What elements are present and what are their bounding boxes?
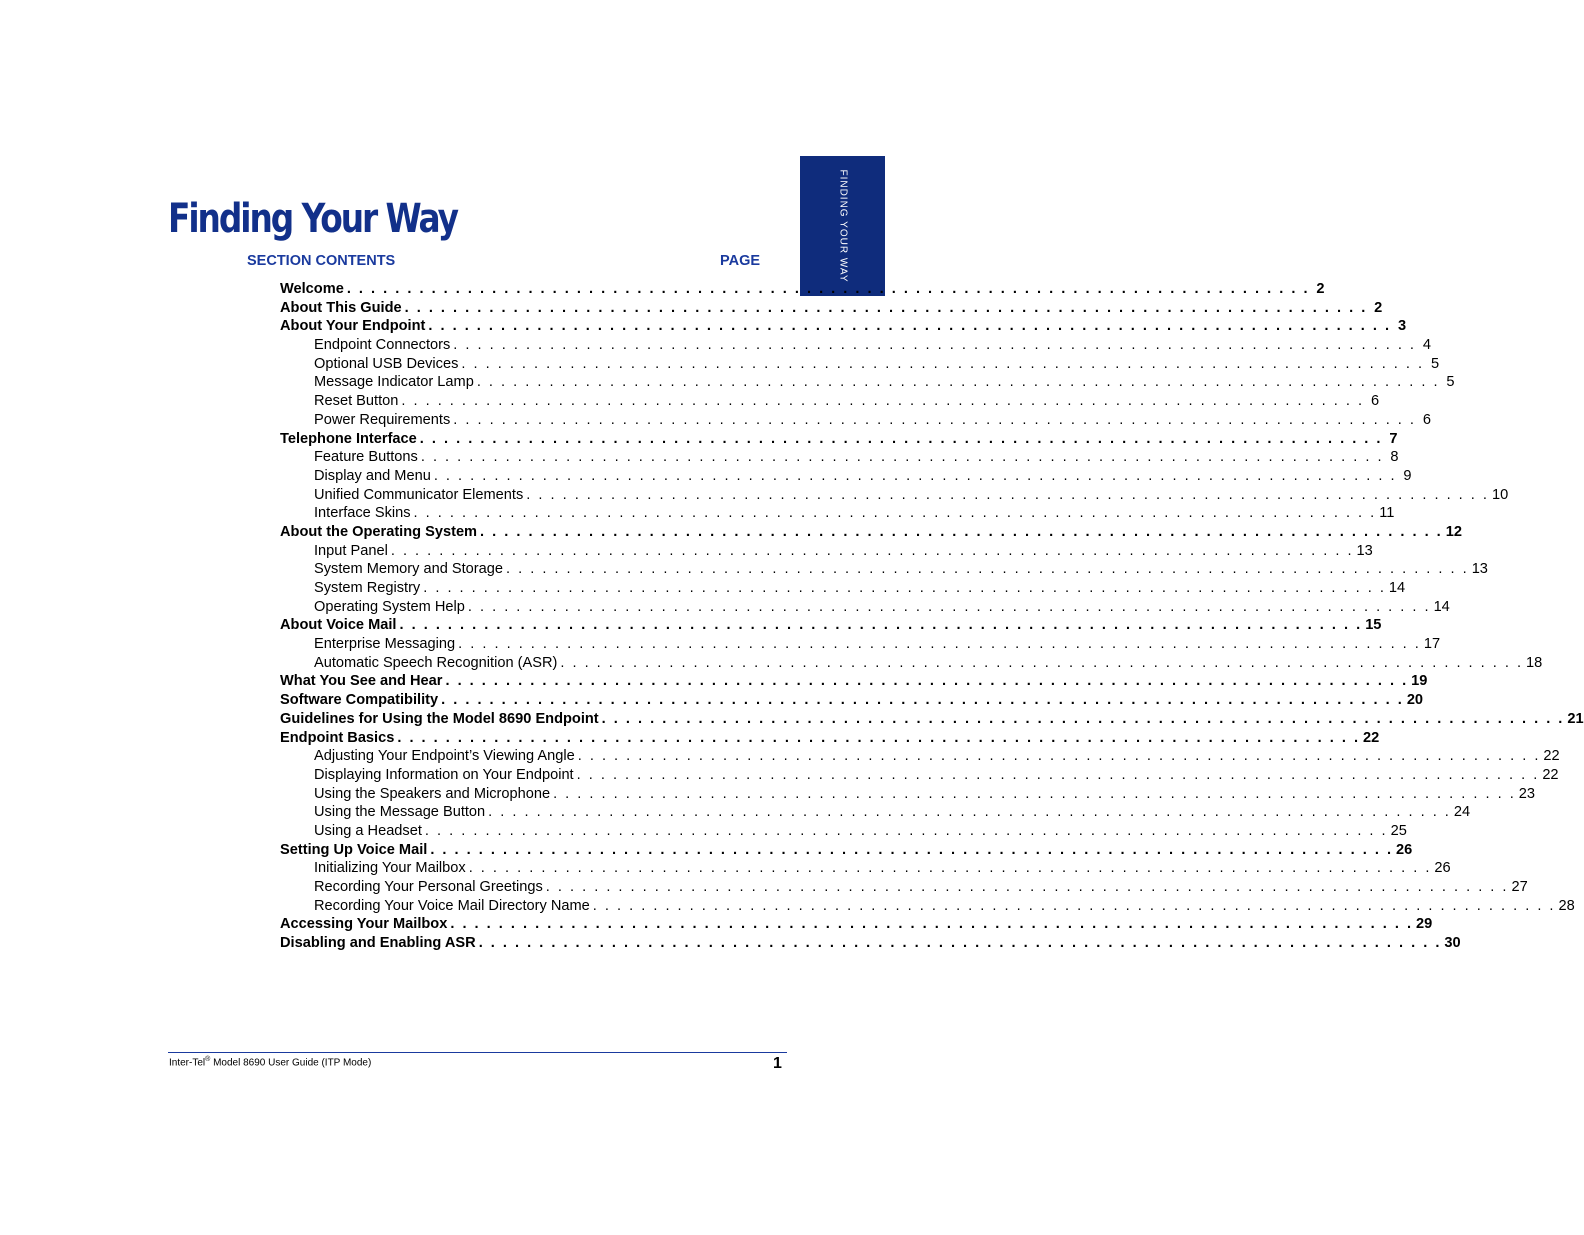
toc-entry-title: Recording Your Personal Greetings xyxy=(314,879,543,895)
toc-entry[interactable] xyxy=(280,392,1380,411)
toc-entry[interactable] xyxy=(280,579,1406,598)
toc-entry[interactable] xyxy=(280,654,1543,673)
toc-entry[interactable] xyxy=(280,542,1373,561)
toc-entry-title: About Voice Mail xyxy=(280,617,397,634)
toc-dot-leader: . . . . . . . . . . . . . . . . . . . . . . . . . . . . . . . . . . . . . . . . . . . . . . . . . . . . . . . . . . . . . . . . . . . . . . . . . . . . . . . . xyxy=(453,411,1416,428)
toc-entry[interactable] xyxy=(280,504,1395,523)
toc-entry-page: 13 xyxy=(1356,542,1373,559)
toc-entry[interactable] xyxy=(280,691,1424,710)
toc-entry[interactable] xyxy=(280,486,1509,505)
toc-entry[interactable] xyxy=(280,411,1431,430)
toc-entry-page: 30 xyxy=(1444,935,1461,952)
toc-dot-leader: . . . . . . . . . . . . . . . . . . . . . . . . . . . . . . . . . . . . . . . . . . . . . . . . . . . . . . . . . . . . . . . . . . . . . . . . . . . . . . . . xyxy=(526,486,1489,503)
toc-dot-leader: . . . . . . . . . . . . . . . . . . . . . . . . . . . . . . . . . . . . . . . . . . . . . . . . . . . . . . . . . . . . . . . . . . . . . . . . . . . . . . . . xyxy=(468,860,1432,877)
toc-entry-page: 14 xyxy=(1433,598,1450,615)
toc-dot-leader: . . . . . . . . . . . . . . . . . . . . . . . . . . . . . . . . . . . . . . . . . . . . . . . . . . . . . . . . . . . . . . . . . . . . . . . . . . . . . . . . xyxy=(488,804,1451,821)
toc-dot-leader: . . . . . . . . . . . . . . . . . . . . . . . . . . . . . . . . . . . . . . . . . . . . . . . . . . . . . . . . . . . . . . . . . . . . . . . . . . . . . . . . xyxy=(420,449,1384,466)
toc-entry-title: Message Indicator Lamp xyxy=(314,374,474,391)
toc-entry-page: 29 xyxy=(1416,916,1433,933)
toc-dot-leader: . . . . . . . . . . . . . . . . . . . . . . . . . . . . . . . . . . . . . . . . . . . . . . . . . . . . . . . . . . . . . . . . . . . . . . . . . . . . . . . . xyxy=(441,692,1404,709)
toc-dot-leader: . . . . . . . . . . . . . . . . . . . . . . . . . . . . . . . . . . . . . . . . . . . . . . . . . . . . . . . . . . . . . . . . . . . . . . . . . . . . . . . . xyxy=(445,673,1409,690)
toc-dot-leader: . . . . . . . . . . . . . . . . . . . . . . . . . . . . . . . . . . . . . . . . . . . . . . . . . . . . . . . . . . . . . . . . . . . . . . . . . . . . . . . . xyxy=(424,822,1388,839)
toc-entry[interactable] xyxy=(280,672,1428,691)
toc-dot-leader: . . . . . . . . . . . . . . . . . . . . . . . . . . . . . . . . . . . . . . . . . . . . . . . . . . . . . . . . . . . . . . . . . . . . . . . . . . . . . . . . xyxy=(480,523,1443,540)
toc-entry[interactable] xyxy=(280,560,1488,579)
toc-entry[interactable] xyxy=(280,336,1431,355)
toc-entry-page: 14 xyxy=(1388,580,1406,596)
toc-entry[interactable] xyxy=(280,467,1412,486)
toc-entry-page: 3 xyxy=(1397,318,1407,335)
toc-entry[interactable] xyxy=(280,785,1535,804)
toc-entry-page: 6 xyxy=(1370,393,1380,410)
toc-dot-leader: . . . . . . . . . . . . . . . . . . . . . . . . . . . . . . . . . . . . . . . . . . . . . . . . . . . . . . . . . . . . . . . . . . . . . . . . . . . . . . . . xyxy=(545,879,1509,895)
page-number: 1 xyxy=(773,1055,782,1072)
toc-entry[interactable] xyxy=(280,747,1560,766)
toc-entry[interactable] xyxy=(280,448,1399,467)
toc-entry-page: 5 xyxy=(1446,374,1455,391)
toc-dot-leader: . . . . . . . . . . . . . . . . . . . . . . . . . . . . . . . . . . . . . . . . . . . . . . . . . . . . . . . . . . . . . . . . . . . . . . . . . . . . . . . . xyxy=(419,430,1383,447)
toc-entry-title: Endpoint Basics xyxy=(280,729,395,746)
toc-entry-title: Accessing Your Mailbox xyxy=(280,916,448,933)
toc-entry-page: 26 xyxy=(1396,841,1413,858)
toc-entry-page: 25 xyxy=(1390,822,1407,839)
toc-entry[interactable] xyxy=(280,635,1441,654)
toc-entry-page: 7 xyxy=(1389,430,1398,447)
toc-entry[interactable] xyxy=(280,355,1440,374)
toc-entry-title: System Memory and Storage xyxy=(314,561,503,578)
side-tab-label: FINDING YOUR WAY xyxy=(837,169,848,283)
toc-entry-page: 10 xyxy=(1491,486,1509,503)
toc-dot-leader: . . . . . . . . . . . . . . . . . . . . . . . . . . . . . . . . . . . . . . . . . . . . . . . . . . . . . . . . . . . . . . . . . . . . . . . . . . . . . . . . xyxy=(413,505,1377,522)
toc-entry[interactable] xyxy=(280,430,1398,449)
toc-entry-title: About Your Endpoint xyxy=(280,318,426,335)
toc-dot-leader: . . . . . . . . . . . . . . . . . . . . . . . . . . . . . . . . . . . . . . . . . . . . . . . . . . . . . . . . . . . . . . . . . . . . . . . . . . . . . . . . xyxy=(478,935,1442,952)
toc-entry-page: 24 xyxy=(1453,804,1471,821)
toc-entry[interactable] xyxy=(280,299,1383,318)
toc-entry-page: 19 xyxy=(1411,673,1428,690)
toc-entry-title: Power Requirements xyxy=(314,411,451,428)
toc-entry[interactable] xyxy=(280,766,1559,785)
toc-entry-title: Guidelines for Using the Model 8690 Endpoint xyxy=(280,710,599,727)
toc-entry-title: Adjusting Your Endpoint’s Viewing Angle xyxy=(314,748,575,765)
toc-entry-title: Using the Message Button xyxy=(314,804,486,821)
toc-dot-leader: . . . . . . . . . . . . . . . . . . . . . . . . . . . . . . . . . . . . . . . . . . . . . . . . . . . . . . . . . . . . . . . . . . . . . . . . . . . . . . . . xyxy=(577,748,1541,765)
toc-entry[interactable] xyxy=(280,373,1455,392)
toc-dot-leader: . . . . . . . . . . . . . . . . . . . . . . . . . . . . . . . . . . . . . . . . . . . . . . . . . . . . . . . . . . . . . . . . . . . . . . . . . . . . . . . . xyxy=(560,654,1524,671)
toc-entry-title: Initializing Your Mailbox xyxy=(314,860,466,877)
toc-entry-title: Displaying Information on Your Endpoint xyxy=(314,766,574,783)
footer-brand: Inter-Tel xyxy=(169,1057,206,1069)
page-column-heading: PAGE xyxy=(720,253,761,269)
registered-mark: ® xyxy=(205,1056,211,1063)
toc-entry-title: Automatic Speech Recognition (ASR) xyxy=(314,654,558,671)
toc-entry[interactable] xyxy=(280,280,1325,299)
toc-dot-leader: . . . . . . . . . . . . . . . . . . . . . . . . . . . . . . . . . . . . . . . . . . . . . . . . . . . . . . . . . . . . . . . . . . . . . . . . . . . . . . . . xyxy=(553,785,1516,802)
page-title: Finding Your Way xyxy=(168,196,457,242)
toc-entry-title: Recording Your Voice Mail Directory Name xyxy=(314,897,590,914)
toc-entry-title: Reset Button xyxy=(314,393,399,410)
toc-entry[interactable] xyxy=(280,878,1528,897)
toc-entry-page: 28 xyxy=(1558,897,1575,914)
toc-dot-leader: . . . . . . . . . . . . . . . . . . . . . . . . . . . . . . . . . . . . . . . . . . . . . . . . . . . . . . . . . . . . . . . . . . . . . . . . . . . . . . . . xyxy=(450,916,1414,933)
toc-entry[interactable] xyxy=(280,897,1575,916)
toc-entry-title: System Registry xyxy=(314,580,421,596)
toc-entry-page: 20 xyxy=(1406,692,1424,709)
toc-dot-leader: . . . . . . . . . . . . . . . . . . . . . . . . . . . . . . . . . . . . . . . . . . . . . . . . . . . . . . . . . . . . . . . . . . . . . . . . . . . . . . . . xyxy=(428,318,1392,335)
toc-entry-page: 26 xyxy=(1434,860,1451,877)
toc-entry-title: Enterprise Messaging xyxy=(314,636,456,653)
toc-dot-leader: . . . . . . . . . . . . . . . . . . . . . . . . . . . . . . . . . . . . . . . . . . . . . . . . . . . . . . . . . . . . . . . . . . . . . . . . . . . . . . . . xyxy=(397,729,1361,746)
toc-dot-leader: . . . . . . . . . . . . . . . . . . . . . . . . . . . . . . . . . . . . . . . . . . . . . . . . . . . . . . . . . . . . . . . . . . . . . . . . . . . . . . . . xyxy=(601,710,1565,727)
table-of-contents xyxy=(280,280,1584,953)
toc-entry-title: Using a Headset xyxy=(314,822,422,839)
toc-entry-title: Endpoint Connectors xyxy=(314,337,451,354)
toc-entry[interactable] xyxy=(280,616,1382,635)
toc-entry-title: Telephone Interface xyxy=(280,430,417,447)
toc-dot-leader: . . . . . . . . . . . . . . . . . . . . . . . . . . . . . . . . . . . . . . . . . . . . . . . . . . . . . . . . . . . . . . . . . . . . . . . . . . . . . . . . xyxy=(433,467,1397,484)
toc-entry-page: 2 xyxy=(1316,281,1325,297)
toc-entry-page: 11 xyxy=(1379,505,1395,522)
footer-guide-title xyxy=(169,1056,371,1068)
toc-entry-title: What You See and Hear xyxy=(280,673,443,690)
toc-entry-page: 23 xyxy=(1518,785,1535,802)
toc-entry-title: About the Operating System xyxy=(280,523,478,540)
toc-entry-page: 5 xyxy=(1430,355,1440,372)
toc-entry[interactable] xyxy=(280,729,1380,748)
toc-entry-title: Display and Menu xyxy=(314,467,431,484)
toc-entry[interactable] xyxy=(280,598,1450,617)
toc-dot-leader: . . . . . . . . . . . . . . . . . . . . . . . . . . . . . . . . . . . . . . . . . . . . . . . . . . . . . . . . . . . . . . . . . . . . . . . . . . . . . . . . xyxy=(461,355,1425,372)
side-tab xyxy=(800,156,885,296)
toc-entry-page: 6 xyxy=(1422,411,1431,428)
toc-entry-title: Input Panel xyxy=(314,542,388,559)
toc-dot-leader: . . . . . . . . . . . . . . . . . . . . . . . . . . . . . . . . . . . . . . . . . . . . . . . . . . . . . . . . . . . . . . . . . . . . . . . . . . . . . . . . xyxy=(401,393,1365,410)
toc-dot-leader: . . . . . . . . . . . . . . . . . . . . . . . . . . . . . . . . . . . . . . . . . . . . . . . . . . . . . . . . . . . . . . . . . . . . . . . . . . . . . . . . xyxy=(399,617,1363,634)
toc-entry[interactable] xyxy=(280,841,1413,860)
toc-dot-leader: . . . . . . . . . . . . . . . . . . . . . . . . . . . . . . . . . . . . . . . . . . . . . . . . . . . . . . . . . . . . . . . . . . . . . . . . . . . . . . . . xyxy=(576,766,1540,783)
toc-dot-leader: . . . . . . . . . . . . . . . . . . . . . . . . . . . . . . . . . . . . . . . . . . . . . . . . . . . . . . . . . . . . . . . . . . . . . . . . . . . . . . . . xyxy=(430,841,1393,858)
toc-entry-page: 12 xyxy=(1445,523,1462,540)
toc-entry-title: Welcome xyxy=(280,281,344,297)
toc-entry-title: Disabling and Enabling ASR xyxy=(280,935,476,952)
toc-entry-page: 22 xyxy=(1542,766,1559,783)
toc-entry-page: 4 xyxy=(1422,337,1431,354)
toc-entry-title: Unified Communicator Elements xyxy=(314,486,524,503)
toc-entry-title: Using the Speakers and Microphone xyxy=(314,785,551,802)
footer-guide-name: Model 8690 User Guide (ITP Mode) xyxy=(210,1057,372,1069)
toc-dot-leader: . . . . . . . . . . . . . . . . . . . . . . . . . . . . . . . . . . . . . . . . . . . . . . . . . . . . . . . . . . . . . . . . . . . . . . . . . . . . . . . . xyxy=(467,598,1431,615)
toc-dot-leader: . . . . . . . . . . . . . . . . . . . . . . . . . . . . . . . . . . . . . . . . . . . . . . . . . . . . . . . . . . . . . . . . . . . . . . . . . . . . . . . . xyxy=(458,636,1421,653)
toc-entry[interactable] xyxy=(280,317,1407,336)
toc-entry-page: 22 xyxy=(1543,748,1560,765)
toc-entry-page: 13 xyxy=(1471,561,1488,578)
toc-entry[interactable] xyxy=(280,523,1462,542)
toc-entry[interactable] xyxy=(280,803,1471,822)
toc-dot-leader: . . . . . . . . . . . . . . . . . . . . . . . . . . . . . . . . . . . . . . . . . . . . . . . . . . . . . . . . . . . . . . . . . . . . . . . . . . . . . . . . xyxy=(592,897,1556,914)
toc-entry-page: 15 xyxy=(1365,617,1382,634)
toc-entry-page: 9 xyxy=(1403,467,1412,484)
toc-dot-leader: . . . . . . . . . . . . . . . . . . . . . . . . . . . . . . . . . . . . . . . . . . . . . . . . . . . . . . . . . . . . . . . . . . . . . . . . . . . . . . . . xyxy=(346,281,1310,297)
toc-dot-leader: . . . . . . . . . . . . . . . . . . . . . . . . . . . . . . . . . . . . . . . . . . . . . . . . . . . . . . . . . . . . . . . . . . . . . . . . . . . . . . . . xyxy=(453,337,1416,354)
toc-entry-page: 21 xyxy=(1567,710,1584,727)
section-contents-heading: SECTION CONTENTS xyxy=(247,253,396,269)
toc-entry-title: About This Guide xyxy=(280,299,402,316)
toc-dot-leader: . . . . . . . . . . . . . . . . . . . . . . . . . . . . . . . . . . . . . . . . . . . . . . . . . . . . . . . . . . . . . . . . . . . . . . . . . . . . . . . . xyxy=(390,542,1354,559)
toc-entry[interactable] xyxy=(280,934,1461,953)
toc-entry-page: 8 xyxy=(1390,449,1399,466)
footer-divider xyxy=(168,1052,787,1053)
toc-entry-page: 17 xyxy=(1423,636,1441,653)
toc-entry[interactable] xyxy=(280,859,1451,878)
toc-entry[interactable] xyxy=(280,822,1407,841)
toc-entry-title: Optional USB Devices xyxy=(314,355,459,372)
toc-entry[interactable] xyxy=(280,915,1433,934)
toc-entry-page: 27 xyxy=(1511,879,1528,895)
toc-entry-title: Software Compatibility xyxy=(280,692,439,709)
toc-entry-title: Operating System Help xyxy=(314,598,465,615)
toc-entry-title: Interface Skins xyxy=(314,505,411,522)
toc-entry-page: 22 xyxy=(1363,729,1380,746)
toc-dot-leader: . . . . . . . . . . . . . . . . . . . . . . . . . . . . . . . . . . . . . . . . . . . . . . . . . . . . . . . . . . . . . . . . . . . . . . . . . . . . . . . . xyxy=(476,374,1440,391)
toc-entry-title: Setting Up Voice Mail xyxy=(280,841,428,858)
toc-entry-page: 2 xyxy=(1374,299,1383,316)
toc-dot-leader: . . . . . . . . . . . . . . . . . . . . . . . . . . . . . . . . . . . . . . . . . . . . . . . . . . . . . . . . . . . . . . . . . . . . . . . . . . . . . . . . xyxy=(404,299,1368,316)
toc-entry-page: 18 xyxy=(1526,654,1543,671)
toc-dot-leader: . . . . . . . . . . . . . . . . . . . . . . . . . . . . . . . . . . . . . . . . . . . . . . . . . . . . . . . . . . . . . . . . . . . . . . . . . . . . . . . . xyxy=(506,561,1469,578)
toc-dot-leader: . . . . . . . . . . . . . . . . . . . . . . . . . . . . . . . . . . . . . . . . . . . . . . . . . . . . . . . . . . . . . . . . . . . . . . . . . . . . . . . . xyxy=(423,580,1386,596)
toc-entry[interactable] xyxy=(280,710,1584,729)
toc-entry-title: Feature Buttons xyxy=(314,449,418,466)
